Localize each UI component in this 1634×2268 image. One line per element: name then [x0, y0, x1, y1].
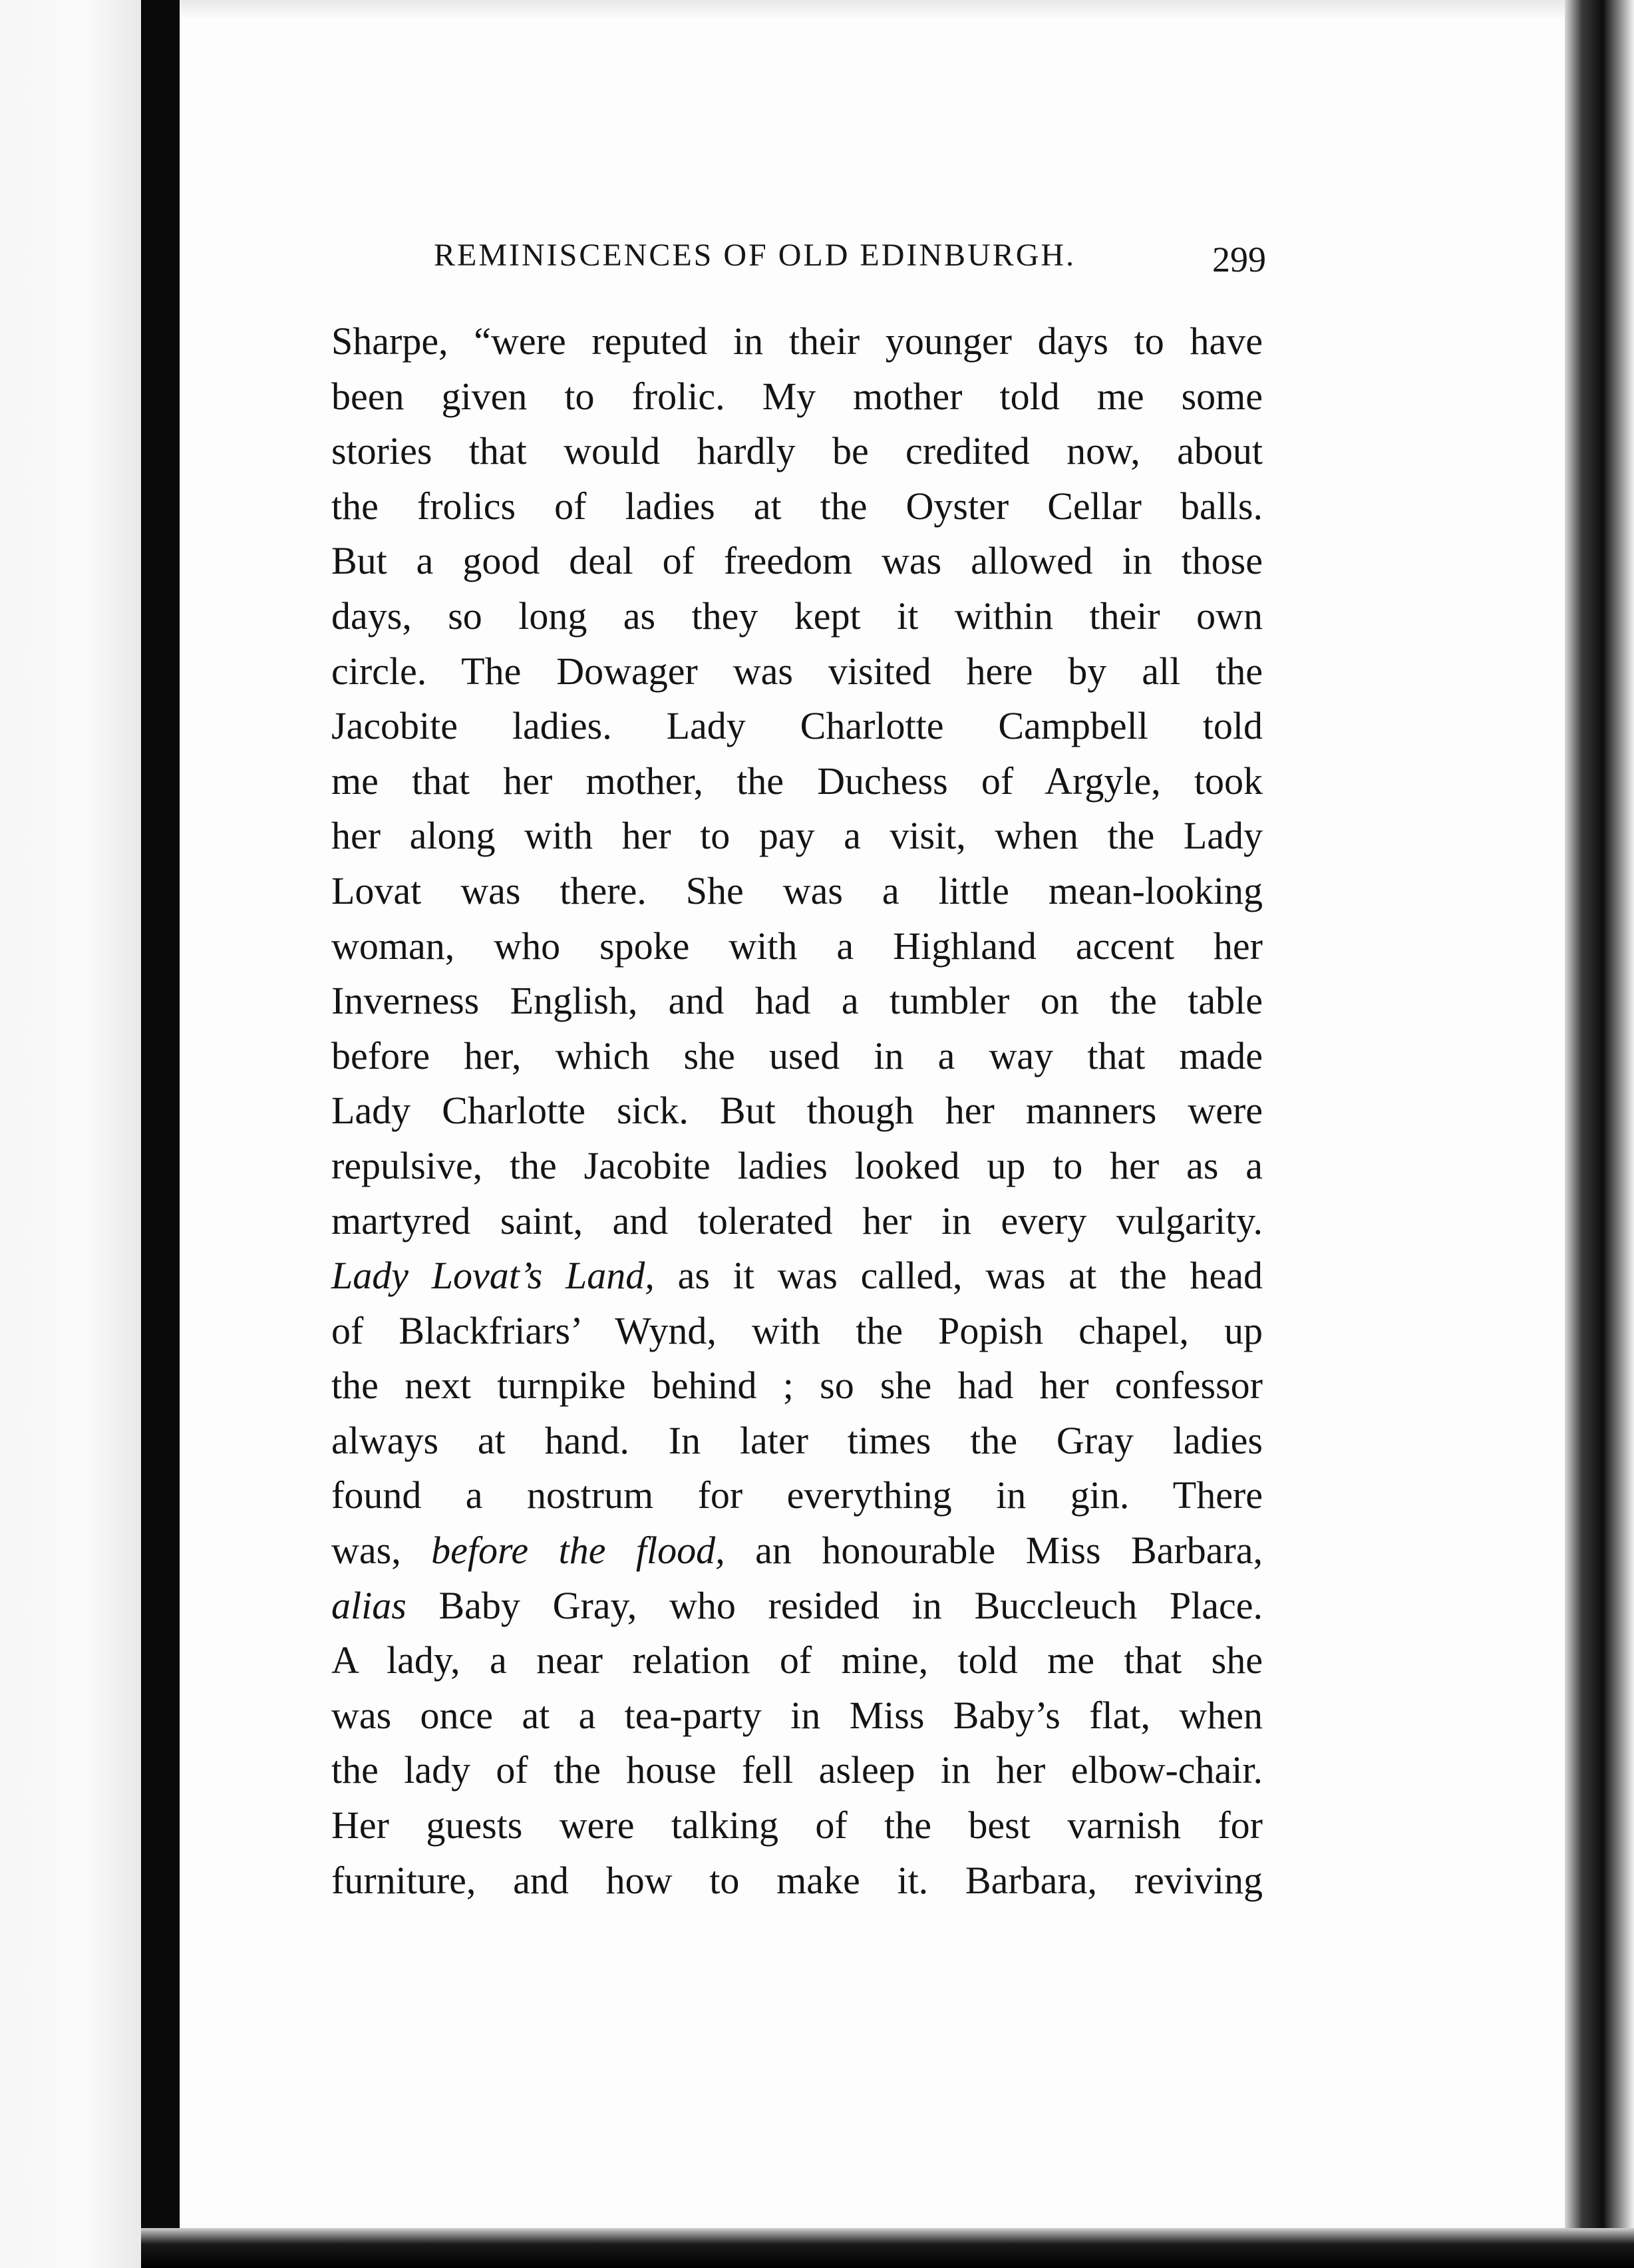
text-segment: Lady Charlotte sick. But though her manners were	[331, 1089, 1263, 1133]
page-number: 299	[1212, 240, 1266, 280]
text-segment: always at hand. In later times the Gray ladies	[331, 1418, 1263, 1462]
page-right-edge	[1565, 0, 1634, 2268]
text-segment: furniture, and how to make it. Barbara, reviving	[331, 1858, 1263, 1902]
text-segment: Her guests were talking of the best varnish for	[331, 1803, 1263, 1847]
text-segment: A lady, a near relation of mine, told me that she	[331, 1638, 1263, 1682]
text-line	[331, 589, 1263, 644]
text-segment: was,	[331, 1529, 432, 1573]
text-line	[331, 864, 1263, 919]
text-segment: an honourable Miss Barbara,	[725, 1529, 1263, 1573]
text-line	[331, 644, 1263, 699]
text-line	[331, 1853, 1263, 1909]
page-top-edge	[180, 0, 1565, 20]
italic-phrase: before the flood,	[431, 1529, 725, 1573]
text-segment: circle. The Dowager was visited here by all the	[331, 649, 1263, 693]
text-line	[331, 369, 1263, 425]
text-segment: repulsive, the Jacobite ladies looked up to her as a	[331, 1143, 1263, 1187]
text-line	[331, 1414, 1263, 1469]
text-line	[331, 1633, 1263, 1688]
page-bottom-edge	[141, 2228, 1634, 2268]
text-line	[331, 1304, 1263, 1359]
text-segment: her along with her to pay a visit, when the Lady	[331, 814, 1263, 858]
text-line	[331, 1029, 1263, 1084]
text-line	[331, 1579, 1263, 1634]
text-segment: the lady of the house fell asleep in her elbow-chair.	[331, 1748, 1263, 1792]
text-line	[331, 424, 1263, 479]
text-segment: But a good deal of freedom was allowed in those	[331, 539, 1263, 583]
text-segment: me that her mother, the Duchess of Argyle, took	[331, 759, 1263, 803]
text-segment: stories that would hardly be credited now, about	[331, 429, 1263, 473]
text-segment: the frolics of ladies at the Oyster Cellar balls.	[331, 484, 1263, 528]
text-line	[331, 1688, 1263, 1744]
text-segment: was once at a tea-party in Miss Baby’s flat, when	[331, 1693, 1263, 1737]
text-segment: Jacobite ladies. Lady Charlotte Campbell told	[331, 704, 1263, 748]
running-head: REMINISCENCES OF OLD EDINBURGH.	[434, 238, 1076, 273]
text-line	[331, 1358, 1263, 1414]
text-line	[331, 754, 1263, 809]
text-segment: Lovat was there. She was a little mean-looking	[331, 868, 1263, 912]
text-segment: woman, who spoke with a Highland accent her	[331, 924, 1263, 968]
text-segment: Baby Gray, who resided in Buccleuch Place.	[406, 1583, 1263, 1627]
text-line	[331, 534, 1263, 589]
text-line	[331, 1798, 1263, 1853]
text-segment: days, so long as they kept it within their own	[331, 594, 1263, 638]
text-segment: martyred saint, and tolerated her in every vulgarity.	[331, 1199, 1263, 1242]
text-line	[331, 974, 1263, 1029]
text-line	[331, 1743, 1263, 1798]
italic-phrase: alias	[331, 1583, 407, 1627]
text-line	[331, 1523, 1263, 1579]
text-segment: as it was called, was at the head	[654, 1254, 1263, 1298]
body-text	[331, 314, 1263, 1908]
text-line	[331, 479, 1263, 534]
text-segment: been given to frolic. My mother told me some	[331, 374, 1263, 418]
text-segment: found a nostrum for everything in gin. There	[331, 1473, 1263, 1517]
text-segment: before her, which she used in a way that made	[331, 1034, 1263, 1077]
text-line	[331, 919, 1263, 974]
text-segment: Inverness English, and had a tumbler on the table	[331, 979, 1263, 1023]
text-line	[331, 1139, 1263, 1194]
book-gutter	[141, 0, 180, 2268]
text-line	[331, 1248, 1263, 1304]
text-segment: the next turnpike behind ; so she had her confessor	[331, 1364, 1263, 1408]
text-line	[331, 1468, 1263, 1523]
text-segment: of Blackfriars’ Wynd, with the Popish chapel, up	[331, 1308, 1263, 1352]
text-line	[331, 1194, 1263, 1249]
italic-phrase: Lady Lovat’s Land,	[331, 1254, 655, 1298]
text-line	[331, 699, 1263, 754]
facing-page-margin	[0, 0, 141, 2268]
text-segment: Sharpe, “were reputed in their younger days to have	[331, 319, 1263, 363]
text-line	[331, 809, 1263, 864]
text-line	[331, 314, 1263, 369]
text-line	[331, 1083, 1263, 1139]
